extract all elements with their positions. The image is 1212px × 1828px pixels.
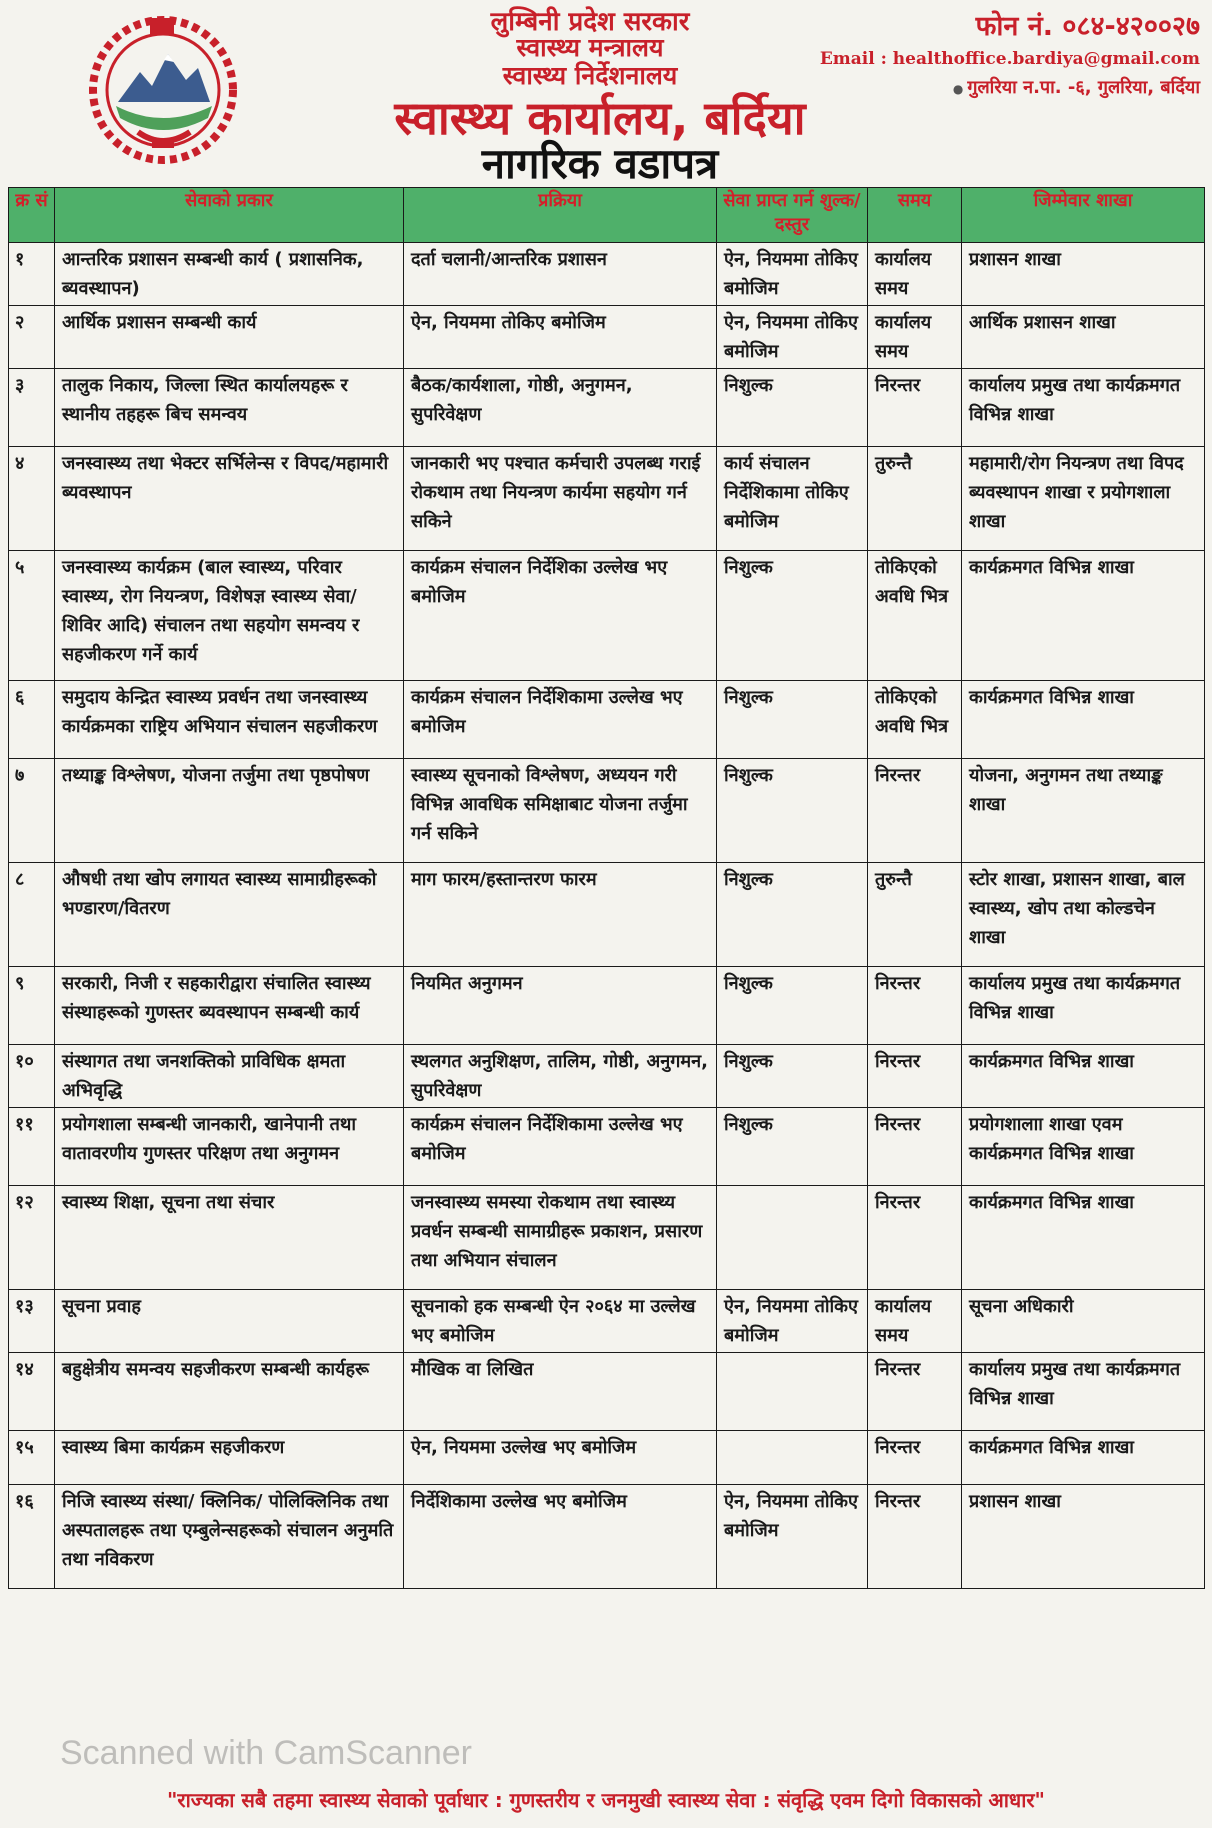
- cell-service: संस्थागत तथा जनशक्तिको प्राविधिक क्षमता अभिवृद्धि: [55, 1045, 404, 1108]
- cell-fee: [717, 1353, 868, 1431]
- cell-service: निजि स्वास्थ्य संस्था/ क्लिनिक/ पोलिक्लिनिक तथा अस्पतालहरू तथा एम्बुलेन्सहरूको संचालन अनुमति तथा नविकरण: [55, 1485, 404, 1589]
- cell-time: तोकिएको अवधि भित्र: [868, 681, 962, 759]
- cell-branch: आर्थिक प्रशासन शाखा: [962, 306, 1205, 369]
- cell-sn: ११: [9, 1108, 55, 1186]
- cell-sn: ८: [9, 863, 55, 967]
- cell-service: सरकारी, निजी र सहकारीद्वारा संचालित स्वास्थ्य संस्थाहरूको गुणस्तर ब्यवस्थापन सम्बन्धी कार्य: [55, 967, 404, 1045]
- cell-branch: कार्यालय प्रमुख तथा कार्यक्रमगत विभिन्न शाखा: [962, 1353, 1205, 1431]
- table-row: [9, 1186, 1205, 1290]
- cell-process: सूचनाको हक सम्बन्धी ऐन २०६४ मा उल्लेख भए बमोजिम: [404, 1290, 717, 1353]
- cell-process: स्वास्थ्य सूचनाको विश्लेषण, अध्ययन गरी विभिन्न आवधिक समिक्षाबाट योजना तर्जुमा गर्न सकिने: [404, 759, 717, 863]
- table-row: [9, 1290, 1205, 1353]
- table-row: [9, 681, 1205, 759]
- motto: "राज्यका सबै तहमा स्वास्थ्य सेवाको पूर्वाधार : गुणस्तरीय र जनमुखी स्वास्थ्य सेवा : संवृद्धि एवम दिगो विकासको आधार": [167, 1788, 1045, 1812]
- cell-time: कार्यालय समय: [868, 306, 962, 369]
- email-address: Email : healthoffice.bardiya@gmail.com: [819, 49, 1200, 69]
- table-header-row: [9, 188, 1205, 243]
- cell-time: निरन्तर: [868, 1045, 962, 1108]
- directorate-name: स्वास्थ्य निर्देशनालय: [502, 61, 678, 90]
- header-fee: सेवा प्राप्त गर्न शुल्क/दस्तुर: [717, 188, 868, 243]
- page-footer: [0, 1734, 1212, 1828]
- table-row: [9, 447, 1205, 551]
- cell-branch: कार्यालय प्रमुख तथा कार्यक्रमगत विभिन्न शाखा: [962, 369, 1205, 447]
- cell-time: कार्यालय समय: [868, 1290, 962, 1353]
- cell-branch: कार्यक्रमगत विभिन्न शाखा: [962, 1431, 1205, 1485]
- cell-process: कार्यक्रम संचालन निर्देशिकामा उल्लेख भए बमोजिम: [404, 681, 717, 759]
- office-name: स्वास्थ्य कार्यालय, बर्दिया: [394, 91, 806, 145]
- cell-branch: कार्यक्रमगत विभिन्न शाखा: [962, 681, 1205, 759]
- cell-sn: ३: [9, 369, 55, 447]
- address-text: गुलरिया न.पा. -६, गुलरिया, बर्दिया: [967, 77, 1200, 98]
- table-row: [9, 1353, 1205, 1431]
- cell-time: निरन्तर: [868, 967, 962, 1045]
- cell-service: समुदाय केन्द्रित स्वास्थ्य प्रवर्धन तथा जनस्वास्थ्य कार्यक्रमका राष्ट्रिय अभियान संचालन सहजीकरण: [55, 681, 404, 759]
- header-time: समय: [868, 188, 962, 243]
- cell-sn: १६: [9, 1485, 55, 1589]
- table-row: [9, 1431, 1205, 1485]
- cell-fee: ऐन, नियममा तोकिए बमोजिम: [717, 1290, 868, 1353]
- cell-service: औषधी तथा खोप लगायत स्वास्थ्य सामाग्रीहरूको भण्डारण/वितरण: [55, 863, 404, 967]
- cell-service: जनस्वास्थ्य कार्यक्रम (बाल स्वास्थ्य, परिवार स्वास्थ्य, रोग नियन्त्रण, विशेषज्ञ स्वास्थ्य सेवा/ शिविर आदि) संचालन तथा सहयोग समन्वय र सहजीकरण गर्ने कार्य: [55, 551, 404, 681]
- cell-service: तथ्याङ्क विश्लेषण, योजना तर्जुमा तथा पृष्ठपोषण: [55, 759, 404, 863]
- cell-service: प्रयोगशाला सम्बन्धी जानकारी, खानेपानी तथा वातावरणीय गुणस्तर परिक्षण तथा अनुगमन: [55, 1108, 404, 1186]
- cell-sn: ६: [9, 681, 55, 759]
- cell-time: निरन्तर: [868, 1186, 962, 1290]
- cell-process: मौखिक वा लिखित: [404, 1353, 717, 1431]
- nepal-emblem-icon: [78, 10, 248, 170]
- government-name: लुम्बिनी प्रदेश सरकार: [490, 7, 690, 37]
- table-row: [9, 967, 1205, 1045]
- cell-fee: निशुल्क: [717, 863, 868, 967]
- cell-time: निरन्तर: [868, 1353, 962, 1431]
- cell-time: निरन्तर: [868, 1108, 962, 1186]
- phone-number: फोन नं. ०८४-४२००२७: [975, 11, 1200, 42]
- cell-process: कार्यक्रम संचालन निर्देशिका उल्लेख भए बमोजिम: [404, 551, 717, 681]
- cell-service: स्वास्थ्य शिक्षा, सूचना तथा संचार: [55, 1186, 404, 1290]
- cell-sn: २: [9, 306, 55, 369]
- cell-process: स्थलगत अनुशिक्षण, तालिम, गोष्ठी, अनुगमन, सुपरिवेक्षण: [404, 1045, 717, 1108]
- cell-process: ऐन, नियममा उल्लेख भए बमोजिम: [404, 1431, 717, 1485]
- cell-branch: प्रयोगशालाा शाखा एवम कार्यक्रमगत विभिन्न शाखा: [962, 1108, 1205, 1186]
- cell-time: निरन्तर: [868, 1485, 962, 1589]
- cell-time: तुरुन्तै: [868, 863, 962, 967]
- table-row: [9, 551, 1205, 681]
- cell-sn: १४: [9, 1353, 55, 1431]
- cell-process: कार्यक्रम संचालन निर्देशिकामा उल्लेख भए बमोजिम: [404, 1108, 717, 1186]
- cell-fee: [717, 1431, 868, 1485]
- ministry-name: स्वास्थ्य मन्त्रालय: [516, 33, 664, 62]
- table-row: [9, 863, 1205, 967]
- cell-sn: ७: [9, 759, 55, 863]
- cell-process: बैठक/कार्यशाला, गोष्ठी, अनुगमन, सुपरिवेक्षण: [404, 369, 717, 447]
- cell-fee: [717, 1186, 868, 1290]
- cell-service: तालुक निकाय, जिल्ला स्थित कार्यालयहरू र स्थानीय तहहरू बिच समन्वय: [55, 369, 404, 447]
- cell-service: आर्थिक प्रशासन सम्बन्धी कार्य: [55, 306, 404, 369]
- citizen-charter-table: [8, 187, 1205, 1589]
- cell-branch: प्रशासन शाखा: [962, 243, 1205, 306]
- cell-time: निरन्तर: [868, 1431, 962, 1485]
- cell-branch: कार्यक्रमगत विभिन्न शाखा: [962, 1186, 1205, 1290]
- cell-fee: निशुल्क: [717, 681, 868, 759]
- table-row: [9, 1045, 1205, 1108]
- table-row: [9, 369, 1205, 447]
- header-service: सेवाको प्रकार: [55, 188, 404, 243]
- location-pin-icon: ●: [952, 82, 964, 96]
- cell-branch: कार्यक्रमगत विभिन्न शाखा: [962, 1045, 1205, 1108]
- cell-process: नियमित अनुगमन: [404, 967, 717, 1045]
- cell-service: जनस्वास्थ्य तथा भेक्टर सर्भिलेन्स र विपद/महामारी ब्यवस्थापन: [55, 447, 404, 551]
- cell-sn: ५: [9, 551, 55, 681]
- cell-time: कार्यालय समय: [868, 243, 962, 306]
- scanner-watermark: Scanned with CamScanner: [60, 1734, 473, 1772]
- cell-branch: कार्यक्रमगत विभिन्न शाखा: [962, 551, 1205, 681]
- cell-branch: सूचना अधिकारी: [962, 1290, 1205, 1353]
- cell-branch: प्रशासन शाखा: [962, 1485, 1205, 1589]
- cell-time: निरन्तर: [868, 369, 962, 447]
- cell-branch: महामारी/रोग नियन्त्रण तथा विपद ब्यवस्थापन शाखा र प्रयोगशाला शाखा: [962, 447, 1205, 551]
- table-row: [9, 759, 1205, 863]
- header-sn: क्र सं: [9, 188, 55, 243]
- cell-sn: १५: [9, 1431, 55, 1485]
- header-process: प्रक्रिया: [404, 188, 717, 243]
- cell-fee: निशुल्क: [717, 967, 868, 1045]
- cell-fee: ऐन, नियममा तोकिए बमोजिम: [717, 243, 868, 306]
- table-row: [9, 243, 1205, 306]
- cell-fee: निशुल्क: [717, 759, 868, 863]
- cell-fee: निशुल्क: [717, 369, 868, 447]
- office-address: [820, 75, 1200, 99]
- cell-process: ऐन, नियममा तोकिए बमोजिम: [404, 306, 717, 369]
- cell-fee: निशुल्क: [717, 1045, 868, 1108]
- cell-fee: कार्य संचालन निर्देशिकामा तोकिए बमोजिम: [717, 447, 868, 551]
- cell-service: आन्तरिक प्रशासन सम्बन्धी कार्य ( प्रशासनिक, ब्यवस्थापन): [55, 243, 404, 306]
- cell-process: जानकारी भए पश्चात कर्मचारी उपलब्ध गराई रोकथाम तथा नियन्त्रण कार्यमा सहयोग गर्न सकिने: [404, 447, 717, 551]
- table-row: [9, 306, 1205, 369]
- contact-block: [820, 6, 1200, 99]
- cell-process: दर्ता चलानी/आन्तरिक प्रशासन: [404, 243, 717, 306]
- cell-time: तोकिएको अवधि भित्र: [868, 551, 962, 681]
- cell-service: स्वास्थ्य बिमा कार्यक्रम सहजीकरण: [55, 1431, 404, 1485]
- cell-sn: ४: [9, 447, 55, 551]
- cell-sn: १३: [9, 1290, 55, 1353]
- cell-sn: ९: [9, 967, 55, 1045]
- cell-service: सूचना प्रवाह: [55, 1290, 404, 1353]
- table-row: [9, 1108, 1205, 1186]
- cell-branch: स्टोर शाखा, प्रशासन शाखा, बाल स्वास्थ्य, खोप तथा कोल्डचेन शाखा: [962, 863, 1205, 967]
- page-header: [0, 0, 1212, 186]
- cell-time: तुरुन्तै: [868, 447, 962, 551]
- cell-process: माग फारम/हस्तान्तरण फारम: [404, 863, 717, 967]
- cell-sn: १: [9, 243, 55, 306]
- cell-sn: १२: [9, 1186, 55, 1290]
- cell-branch: योजना, अनुगमन तथा तथ्याङ्क शाखा: [962, 759, 1205, 863]
- header-branch: जिम्मेवार शाखा: [962, 188, 1205, 243]
- cell-fee: निशुल्क: [717, 551, 868, 681]
- table-row: [9, 1485, 1205, 1589]
- document-title: नागरिक वडापत्र: [481, 139, 719, 188]
- cell-fee: ऐन, नियममा तोकिए बमोजिम: [717, 306, 868, 369]
- cell-fee: ऐन, नियममा तोकिए बमोजिम: [717, 1485, 868, 1589]
- cell-time: निरन्तर: [868, 759, 962, 863]
- cell-fee: निशुल्क: [717, 1108, 868, 1186]
- cell-process: जनस्वास्थ्य समस्या रोकथाम तथा स्वास्थ्य प्रवर्धन सम्बन्धी सामाग्रीहरू प्रकाशन, प्रसारण तथा अभियान संचालन: [404, 1186, 717, 1290]
- cell-branch: कार्यालय प्रमुख तथा कार्यक्रमगत विभिन्न शाखा: [962, 967, 1205, 1045]
- cell-service: बहुक्षेत्रीय समन्वय सहजीकरण सम्बन्धी कार्यहरू: [55, 1353, 404, 1431]
- cell-sn: १०: [9, 1045, 55, 1108]
- cell-process: निर्देशिकामा उल्लेख भए बमोजिम: [404, 1485, 717, 1589]
